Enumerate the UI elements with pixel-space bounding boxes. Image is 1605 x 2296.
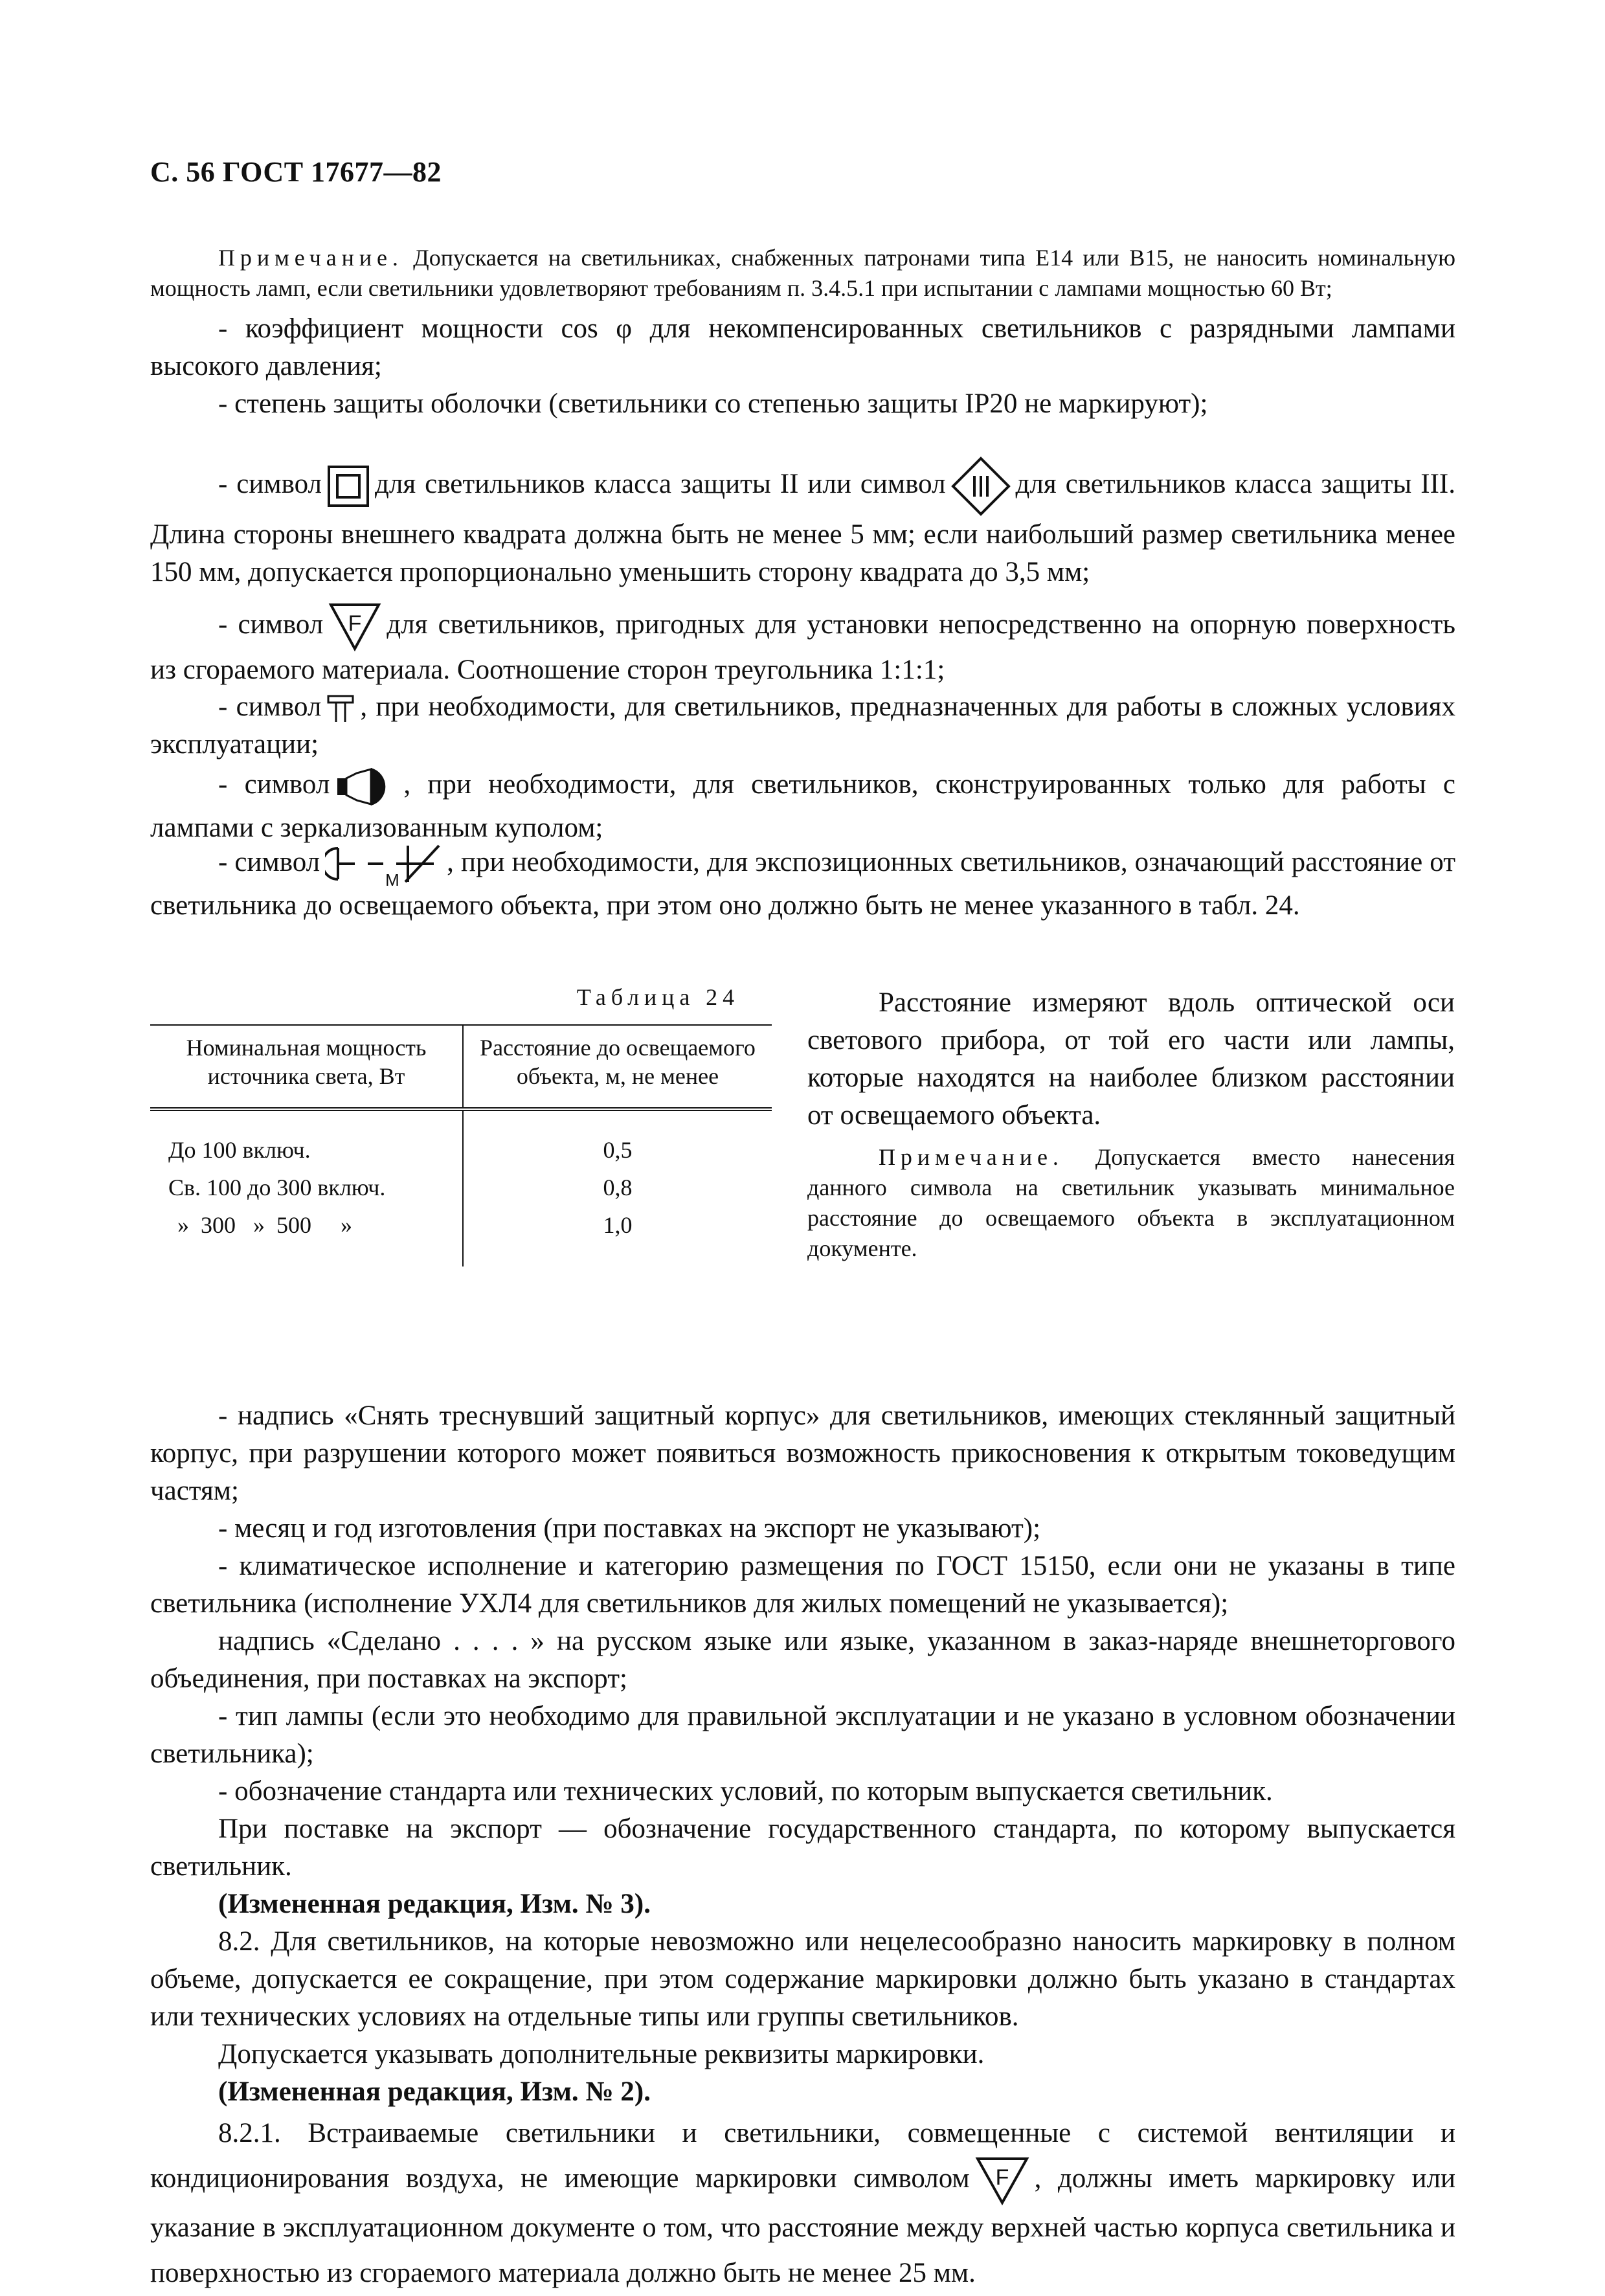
clause-8-2-1: [150, 2111, 1455, 2296]
distance-symbol-letter: M: [385, 870, 399, 887]
mirror-lamp-icon: [335, 764, 398, 809]
note-e14: [150, 243, 1455, 304]
item-cos-phi: - коэффициент мощности cos φ для некомпенсированных светильников с разрядными лампами высокого давления;: [150, 313, 1455, 381]
block-f: [150, 602, 1455, 689]
clause-8-2-extra: Допускается указывать дополнительные реквизиты маркировки.: [218, 2039, 985, 2069]
text-a: - символ: [218, 468, 322, 499]
table-cell: » 300 » 500 »: [150, 1203, 463, 1266]
table-24: [150, 1024, 772, 1266]
item-lamp-type: - тип лампы (если это необходимо для правильной эксплуатации и не указано в условном обозначении светильника);: [150, 1701, 1455, 1769]
text-a: - символ: [218, 846, 320, 877]
text-b: , при необходимости, для светильников, сконструированных только для работы с лампами с зеркализованным куполом;: [150, 769, 1455, 843]
table-24-block: [150, 982, 772, 1266]
item-export-standard: При поставке на экспорт — обозначение государственного стандарта, по которому выпускается светильник.: [150, 1814, 1455, 1882]
text-a: - символ: [218, 692, 322, 722]
text-a: - символ: [218, 769, 330, 800]
table-row: [150, 1109, 772, 1165]
table-caption: [150, 982, 772, 1013]
table-cell: Св. 100 до 300 включ.: [150, 1165, 463, 1203]
item-distance-symbol: [150, 842, 1455, 925]
text-a: 8.2.1. Встраиваемые светильники и светильники, совмещенные с системой вентиляции и кондиционирования воздуха, не имеющие маркировки символом: [150, 2118, 1455, 2194]
page-header: С. 56 ГОСТ 17677—82: [150, 156, 442, 188]
hard-conditions-icon: [326, 693, 355, 725]
table-cell: 1,0: [603, 1212, 633, 1238]
item-ip: - степень защиты оболочки (светильники со степенью защиты IP20 не маркируют);: [218, 388, 1208, 419]
table-header-distance: Расстояние до освещаемого объекта, м, не менее: [463, 1025, 772, 1109]
block-hard: [150, 688, 1455, 763]
block-bottom: [150, 1397, 1455, 2296]
item-class-symbols: [150, 456, 1455, 591]
text-b: , при необходимости, для экспозиционных светильников, означающий расстояние от светильника до освещаемого объекта, при этом оно должно быть не менее указанного в табл. 24.: [150, 846, 1456, 921]
item-climate: - климатическое исполнение и категорию размещения по ГОСТ 15150, если они не указаны в типе светильника (исполнение УХЛ4 для светильников для жилых помещений не указывается);: [150, 1551, 1455, 1619]
revision-note-2: (Измененная редакция, Изм. № 2).: [218, 2077, 651, 2107]
note-text: Допускается на светильниках, снабженных патронами типа Е14 или В15, не наносить номинальную мощность ламп, если светильники удовлетворяют требованиям п. 3.4.5.1 при испытании с лампами мощностью 60 Вт;: [150, 245, 1455, 301]
block-mirror: [150, 764, 1455, 847]
note-label: Примечание.: [218, 245, 403, 271]
table-cell: 0,8: [603, 1175, 633, 1200]
block-symbols: [150, 456, 1455, 591]
clause-8-2: 8.2. Для светильников, на которые невозможно или нецелесообразно наносить маркировку в полном объеме, допускается ее сокращение, при этом содержание маркировки должно быть указано в стандартах или технических условиях на отдельные типы или группы светильников.: [150, 1926, 1455, 2032]
note-distance: [807, 1142, 1455, 1264]
item-standard: - обозначение стандарта или технических условий, по которым выпускается светильник.: [218, 1776, 1273, 1806]
item-mirror-lamp: [150, 764, 1455, 847]
table-side-text: [807, 984, 1455, 1264]
table-caption-text: Таблица 24: [576, 984, 739, 1010]
table-row: [150, 1165, 772, 1203]
block-distance: [150, 842, 1455, 925]
table-header-power: Номинальная мощность источника света, Вт: [150, 1025, 463, 1109]
f-triangle-icon: [328, 602, 381, 651]
block-top: [150, 243, 1455, 423]
table-cell: 0,5: [603, 1137, 633, 1163]
text-b: для светильников, пригодных для установки непосредственно на опорную поверхность из сгораемого материала. Соотношение сторон треугольника 1:1:1;: [150, 609, 1456, 685]
text-b: , должны иметь маркировку или указание в эксплуатационном документе о том, что расстояние между верхней частью корпуса светильника и поверхностью из сгораемого материала должно быть не менее 25 мм.: [150, 2163, 1455, 2289]
text-b: , при необходимости, для светильников, предназначенных для работы в сложных условиях эксплуатации;: [150, 692, 1456, 760]
distance-measure-text: Расстояние измеряют вдоль оптической оси светового прибора, от той его части или лампы, которые находятся на наиболее близком расстоянии от освещаемого объекта.: [807, 987, 1455, 1131]
item-manufacture-date: - месяц и год изготовления (при поставках на экспорт не указывают);: [218, 1513, 1041, 1544]
revision-note-3: (Измененная редакция, Изм. № 3).: [218, 1889, 651, 1919]
table-cell: До 100 включ.: [150, 1109, 463, 1165]
item-made-in: надпись «Сделано . . . . » на русском языке или языке, указанном в заказ-наряде внешнеторгового объединения, при поставках на экспорт;: [150, 1626, 1455, 1694]
table-row: [150, 1203, 772, 1266]
text-c: для светильников класса защиты III. Длина стороны внешнего квадрата должна быть не менее 5 мм; если наибольший размер светильника менее 150 мм, допускается пропорционально уменьшить сторону квадрата до 3,5 мм;: [150, 468, 1455, 587]
class-iii-diamond-icon: [951, 456, 1011, 516]
distance-arrow-icon: [325, 842, 442, 887]
svg-text:F: F: [348, 611, 362, 636]
f-triangle-icon: [975, 2156, 1029, 2205]
text-b: для светильников класса защиты II или символ: [375, 468, 946, 499]
class-ii-square-icon: [327, 465, 370, 508]
svg-text:F: F: [995, 2165, 1009, 2190]
table-header-row: [150, 1025, 772, 1109]
note-label: Примечание.: [879, 1144, 1064, 1170]
item-hard-conditions: [150, 688, 1455, 763]
text-a: - символ: [218, 609, 324, 640]
item-cracked-case: - надпись «Снять треснувший защитный корпус» для светильников, имеющих стеклянный защитный корпус, при разрушении которого может появиться возможность прикосновения к открытым токоведущим частям;: [150, 1401, 1455, 1506]
item-f-symbol: [150, 602, 1455, 689]
note-text: Допускается вместо нанесения данного символа на светильник указывать минимальное расстояние до освещаемого объекта в эксплуатационном документе.: [807, 1144, 1455, 1261]
